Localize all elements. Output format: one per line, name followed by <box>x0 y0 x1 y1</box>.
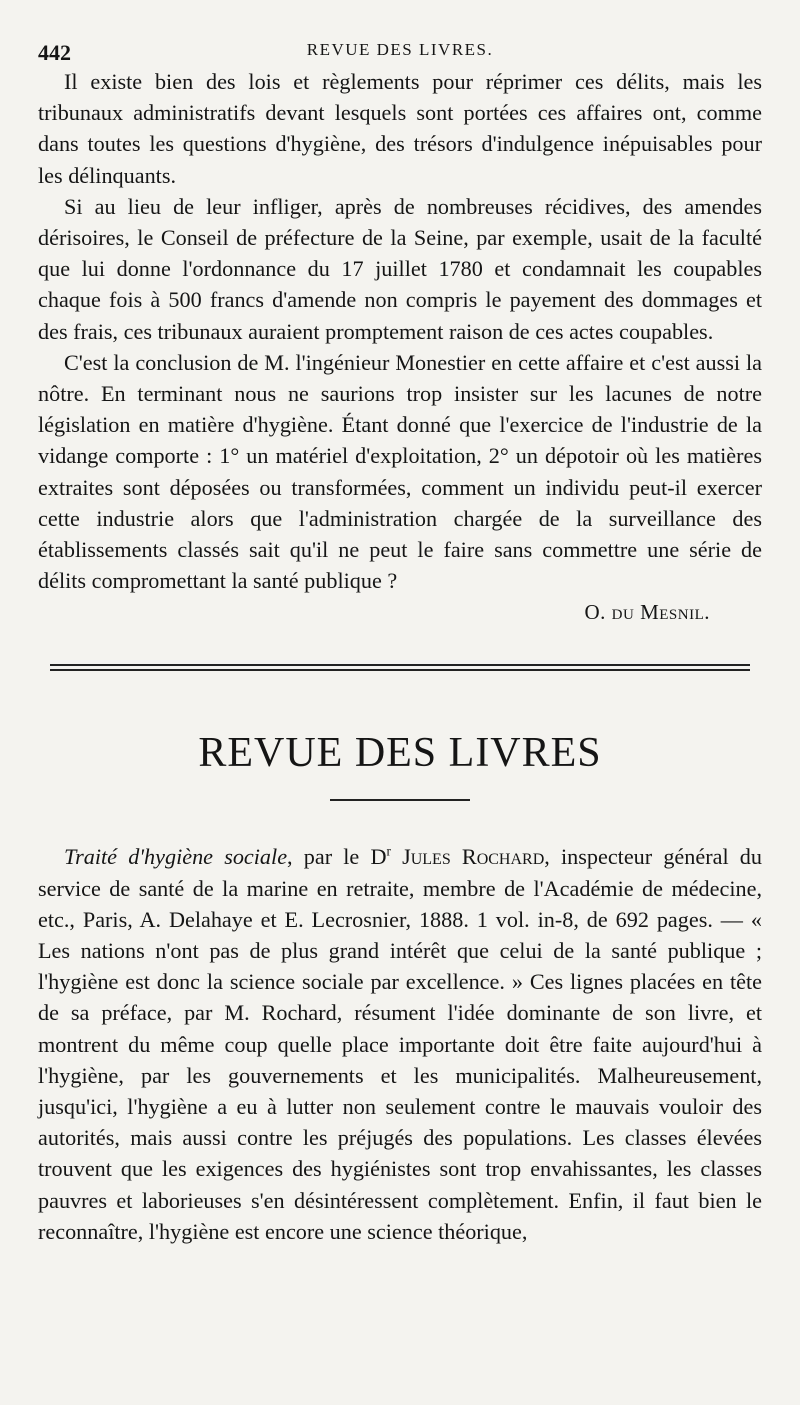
section-title: REVUE DES LIVRES <box>198 730 602 777</box>
article-body <box>38 66 762 628</box>
page <box>38 26 762 1247</box>
short-rule-divider <box>330 799 470 801</box>
review-author: Jules Rochard <box>390 844 545 870</box>
paragraph: Si au lieu de leur infliger, après de nombreuses récidives, des amendes dérisoires, le Conseil de préfecture de la Seine, par exemple, usait de la faculté que lui donne l'ordonnance du 17 juillet 1780 et condamnait les coupables chaque fois à 500 francs d'amende non compris le payement des dommages et des frais, ces tribunaux auraient promptement raison de ces actes coupables. <box>38 193 762 344</box>
review-paragraph <box>38 841 762 1247</box>
doctor-superscript: r <box>386 844 391 860</box>
running-header <box>38 26 762 66</box>
review-by: , par le D <box>287 844 387 870</box>
book-title: Traité d'hygiène sociale <box>64 844 288 870</box>
page-number: 442 <box>38 40 71 65</box>
signature: O. du Mesnil. <box>584 600 710 625</box>
double-rule-divider <box>50 664 750 671</box>
running-title: REVUE DES LIVRES. <box>306 40 494 59</box>
paragraph: Il existe bien des lois et règlements pour réprimer ces délits, mais les tribunaux administratifs devant lesquels sont portées ces affaires ont, comme dans toutes les questions d'hygiène, des trésors d'indulgence inépuisables pour les délinquants. <box>38 69 762 188</box>
review-text: , inspecteur général du service de santé de la marine en retraite, membre de l'Académie de médecine, etc., Paris, A. Delahaye et E. Lecrosnier, 1888. 1 vol. in-8, de 692 pages. — « Les nations n'ont pas de plus grand intérêt que celui de la santé publique ; l'hygiène est donc la science sociale par excellence. » Ces lignes placées en tête de sa préface, par M. Rochard, résument l'idée dominante de son livre, et montrent du même coup quelle place importante doit être faite aujourd'hui à l'hygiène, par les gouvernements et les municipalités. Malheureusement, jusqu'ici, l'hygiène a eu à lutter non seulement contre le mauvais vouloir des autorités, mais aussi contre les préjugés des populations. Les classes élevées trouvent que les exigences des hygiénistes sont trop envahissantes, les classes pauvres et laborieuses s'en désintéressent complètement. Enfin, il faut bien le reconnaître, l'hygiène est encore une science théorique, <box>38 844 762 1244</box>
paragraph: C'est la conclusion de M. l'ingénieur Monestier en cette affaire et c'est aussi la nôtre. En terminant nous ne saurions trop insister sur les lacunes de notre législation en matière d'hygiène. Étant donné que l'exercice de l'industrie de la vidange comporte : 1° un matériel d'exploitation, 2° un dépotoir où les matières extraites sont déposées ou transformées, comment un individu peut-il exercer cette industrie alors que l'administration chargée de la surveillance des établissements classés sait qu'il ne peut le faire sans commettre une série de délits compromettant la santé publique ? <box>38 349 762 594</box>
